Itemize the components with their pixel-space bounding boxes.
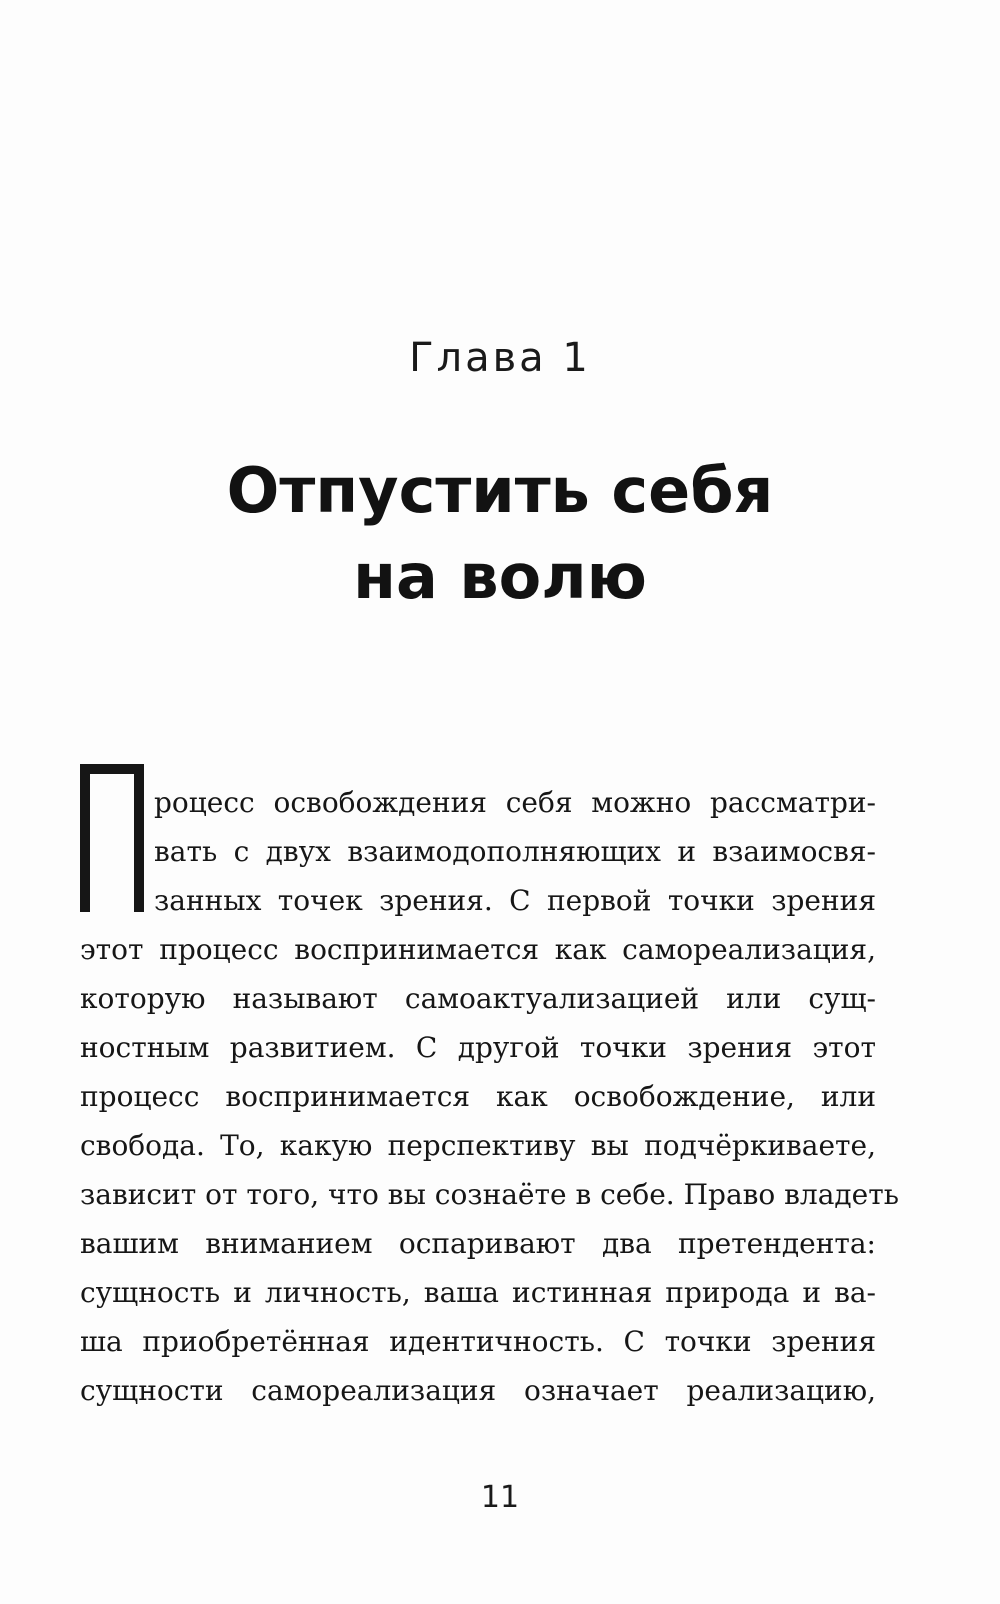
text-line: вашим вниманием оспаривают два претендента: (80, 1227, 876, 1260)
text-line: сущность и личность, ваша истинная природа и ва- (80, 1276, 876, 1309)
text-line: зависит от того, что вы сознаёте в себе. Право владеть (80, 1178, 899, 1211)
text-line: ностным развитием. С другой точки зрения этот (80, 1031, 876, 1064)
text-line: сущности самореализация означает реализацию, (80, 1374, 876, 1407)
chapter-label: Глава 1 (409, 335, 591, 381)
text-line: процесс воспринимается как освобождение, или (80, 1080, 876, 1113)
text-line: свобода. То, какую перспективу вы подчёркиваете, (80, 1129, 876, 1162)
text-line: которую называют самоактуализацией или сущ- (80, 982, 876, 1015)
text-line: роцесс освобождения себя можно рассматри- (154, 786, 876, 819)
text-line: вать с двух взаимодополняющих и взаимосвя- (154, 835, 876, 868)
chapter-title (0, 448, 1000, 620)
chapter-title-line: на волю (353, 540, 647, 613)
page-number: 11 (480, 1480, 520, 1515)
text-line: ша приобретённая идентичность. С точки зрения (80, 1325, 876, 1358)
chapter-title-line: Отпустить себя (226, 454, 774, 527)
body-paragraph (80, 778, 899, 1415)
text-line: этот процесс воспринимается как самореализация, (80, 933, 876, 966)
text-line: занных точек зрения. С первой точки зрения (154, 884, 876, 917)
